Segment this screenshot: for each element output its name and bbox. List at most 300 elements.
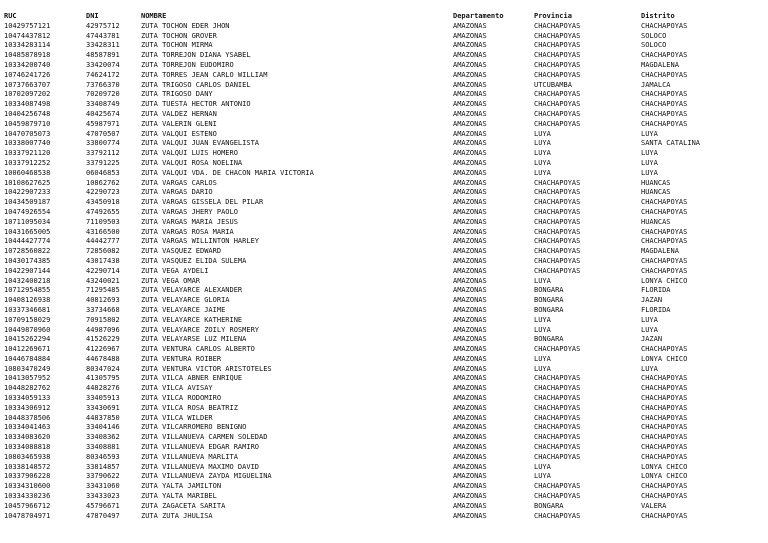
ruc-cell: 10413057952 xyxy=(4,374,51,383)
dni-cell: 42975712 xyxy=(86,21,120,30)
dni-cell: 44837850 xyxy=(86,413,120,422)
table-row xyxy=(0,149,768,159)
distrito-cell: CHACHAPOYAS xyxy=(641,70,688,79)
departamento-cell: AMAZONAS xyxy=(453,237,487,246)
nombre-cell: ZUTA VILCA ABNER ENRIQUE xyxy=(141,374,243,383)
table-row xyxy=(0,179,768,189)
distrito-cell: CHACHAPOYAS xyxy=(641,403,688,412)
ruc-cell: 10709158029 xyxy=(4,315,51,324)
nombre-cell: ZUTA VARGAS MARIA JESUS xyxy=(141,217,238,226)
departamento-cell: AMAZONAS xyxy=(453,374,487,383)
table-row xyxy=(0,286,768,296)
departamento-cell: AMAZONAS xyxy=(453,345,487,354)
ruc-cell: 10108627625 xyxy=(4,178,51,187)
distrito-cell: CHACHAPOYAS xyxy=(641,21,688,30)
provincia-cell: CHACHAPOYAS xyxy=(534,100,581,109)
dni-cell: 44828276 xyxy=(86,384,120,393)
departamento-cell: AMAZONAS xyxy=(453,364,487,373)
departamento-cell: AMAZONAS xyxy=(453,51,487,60)
table-row xyxy=(0,198,768,208)
distrito-cell: CHACHAPOYAS xyxy=(641,237,688,246)
departamento-cell: AMAZONAS xyxy=(453,305,487,314)
nombre-cell: ZUTA VELAYARCE JAIME xyxy=(141,305,226,314)
nombre-cell: ZUTA VILLANUEVA MARLITA xyxy=(141,452,238,461)
nombre-cell: ZUTA VALQUI ESTEÑO xyxy=(141,129,217,138)
nombre-cell: ZUTA VALERIN GLENI xyxy=(141,119,217,128)
dni-cell: 71295485 xyxy=(86,286,120,295)
nombre-cell: ZUTA TRIGOSO CARLOS DANIEL xyxy=(141,80,251,89)
table-row xyxy=(0,433,768,443)
nombre-cell: ZUTA VALQUI LUIS HOMERO xyxy=(141,149,238,158)
nombre-cell: ZUTA ZAGACETA SARITA xyxy=(141,501,226,510)
provincia-cell: LUYA xyxy=(534,158,551,167)
ruc-cell: 10746241726 xyxy=(4,70,51,79)
nombre-cell: ZUTA VELAYARSE LUZ MILENA xyxy=(141,335,247,344)
ruc-cell: 10334310600 xyxy=(4,482,51,491)
table-row xyxy=(0,218,768,228)
departamento-cell: AMAZONAS xyxy=(453,394,487,403)
table-row xyxy=(0,237,768,247)
table-row xyxy=(0,130,768,140)
distrito-cell: LONYA CHICO xyxy=(641,354,688,363)
table-row xyxy=(0,414,768,424)
ruc-cell: 10334088818 xyxy=(4,443,51,452)
departamento-cell: AMAZONAS xyxy=(453,70,487,79)
departamento-cell: AMAZONAS xyxy=(453,217,487,226)
ruc-cell: 10448282762 xyxy=(4,384,51,393)
dni-cell: 33430691 xyxy=(86,403,120,412)
ruc-cell: 10728560822 xyxy=(4,247,51,256)
nombre-cell: ZUTA VELAYARCE KATHERINE xyxy=(141,315,243,324)
distrito-cell: CHACHAPOYAS xyxy=(641,511,688,520)
distrito-cell: MAGDALENA xyxy=(641,60,679,69)
departamento-cell: AMAZONAS xyxy=(453,139,487,148)
ruc-cell: 10415262294 xyxy=(4,335,51,344)
table-row xyxy=(0,120,768,130)
distrito-cell: LUYA xyxy=(641,315,658,324)
departamento-cell: AMAZONAS xyxy=(453,433,487,442)
distrito-cell: LONYA CHICO xyxy=(641,276,688,285)
table-row xyxy=(0,169,768,179)
nombre-cell: ZUTA YALTA JAMILTON xyxy=(141,482,222,491)
ruc-cell: 10446784884 xyxy=(4,354,51,363)
ruc-cell: 10334059133 xyxy=(4,394,51,403)
table-row xyxy=(0,355,768,365)
nombre-cell: ZUTA VILLANUEVA MAXIMO DAVID xyxy=(141,462,260,471)
provincia-cell: LUYA xyxy=(534,364,551,373)
ruc-cell: 10474437812 xyxy=(4,31,51,40)
ruc-cell: 10060468538 xyxy=(4,168,51,177)
dni-cell: 33428311 xyxy=(86,41,120,50)
table-row xyxy=(0,472,768,482)
departamento-cell: AMAZONAS xyxy=(453,149,487,158)
dni-cell: 06046853 xyxy=(86,168,120,177)
departamento-cell: AMAZONAS xyxy=(453,335,487,344)
provincia-cell: CHACHAPOYAS xyxy=(534,188,581,197)
ruc-cell: 10337346681 xyxy=(4,305,51,314)
provincia-cell: LUYA xyxy=(534,168,551,177)
dni-cell: 44442777 xyxy=(86,237,120,246)
distrito-cell: CHACHAPOYAS xyxy=(641,433,688,442)
table-row xyxy=(0,110,768,120)
dni-cell: 33790622 xyxy=(86,472,120,481)
distrito-cell: SANTA CATALINA xyxy=(641,139,701,148)
table-row xyxy=(0,482,768,492)
departamento-cell: AMAZONAS xyxy=(453,276,487,285)
ruc-cell: 10449870960 xyxy=(4,325,51,334)
provincia-cell: CHACHAPOYAS xyxy=(534,403,581,412)
table-row xyxy=(0,22,768,32)
distrito-cell: LUYA xyxy=(641,129,658,138)
provincia-cell: CHACHAPOYAS xyxy=(534,345,581,354)
provincia-cell: CHACHAPOYAS xyxy=(534,198,581,207)
table-row xyxy=(0,41,768,51)
dni-cell: 42290723 xyxy=(86,188,120,197)
table-row xyxy=(0,463,768,473)
departamento-cell: AMAZONAS xyxy=(453,80,487,89)
table-row xyxy=(0,365,768,375)
ruc-cell: 10459879710 xyxy=(4,119,51,128)
table-row xyxy=(0,139,768,149)
provincia-cell: CHACHAPOYAS xyxy=(534,247,581,256)
table-row xyxy=(0,267,768,277)
dni-cell: 41226967 xyxy=(86,345,120,354)
provincia-cell: CHACHAPOYAS xyxy=(534,70,581,79)
provincia-cell: CHACHAPOYAS xyxy=(534,492,581,501)
ruc-cell: 10337906228 xyxy=(4,472,51,481)
ruc-cell: 10337921120 xyxy=(4,149,51,158)
table-row xyxy=(0,159,768,169)
dni-cell: 70915802 xyxy=(86,315,120,324)
provincia-cell: CHACHAPOYAS xyxy=(534,482,581,491)
header-distrito: Distrito xyxy=(641,12,675,20)
nombre-cell: ZUTA TORREJON DIANA YSABEL xyxy=(141,51,251,60)
dni-cell: 44987096 xyxy=(86,325,120,334)
nombre-cell: ZUTA VASQUEZ EDWARD xyxy=(141,247,222,256)
dni-cell: 33420074 xyxy=(86,60,120,69)
provincia-cell: LUYA xyxy=(534,276,551,285)
departamento-cell: AMAZONAS xyxy=(453,443,487,452)
distrito-cell: LUYA xyxy=(641,168,658,177)
nombre-cell: ZUTA VARGAS WILLINTON HARLEY xyxy=(141,237,260,246)
distrito-cell: CHACHAPOYAS xyxy=(641,227,688,236)
distrito-cell: LUYA xyxy=(641,158,658,167)
departamento-cell: AMAZONAS xyxy=(453,325,487,334)
ruc-cell: 10408126938 xyxy=(4,296,51,305)
ruc-cell: 10457966712 xyxy=(4,501,51,510)
dni-cell: 33404146 xyxy=(86,423,120,432)
table-row xyxy=(0,277,768,287)
provincia-cell: CHACHAPOYAS xyxy=(534,423,581,432)
provincia-cell: CHACHAPOYAS xyxy=(534,60,581,69)
distrito-cell: CHACHAPOYAS xyxy=(641,384,688,393)
nombre-cell: ZUTA TORREJON EUDOMIRO xyxy=(141,60,234,69)
provincia-cell: LUYA xyxy=(534,139,551,148)
header-ruc: RUC xyxy=(4,12,17,20)
dni-cell: 43017438 xyxy=(86,256,120,265)
nombre-cell: ZUTA VILCA ROSA BEATRIZ xyxy=(141,403,238,412)
ruc-cell: 10430174385 xyxy=(4,256,51,265)
provincia-cell: CHACHAPOYAS xyxy=(534,207,581,216)
departamento-cell: AMAZONAS xyxy=(453,198,487,207)
table-row xyxy=(0,502,768,512)
distrito-cell: LUYA xyxy=(641,364,658,373)
departamento-cell: AMAZONAS xyxy=(453,119,487,128)
provincia-cell: BONGARA xyxy=(534,296,564,305)
distrito-cell: FLORIDA xyxy=(641,305,671,314)
departamento-cell: AMAZONAS xyxy=(453,472,487,481)
table-row xyxy=(0,61,768,71)
distrito-cell: VALERA xyxy=(641,501,667,510)
nombre-cell: ZUTA TUESTA HECTOR ANTONIO xyxy=(141,100,251,109)
provincia-cell: BONGARA xyxy=(534,335,564,344)
distrito-cell: CHACHAPOYAS xyxy=(641,452,688,461)
distrito-cell: JAZAN xyxy=(641,335,663,344)
dni-cell: 33792112 xyxy=(86,149,120,158)
distrito-cell: CHACHAPOYAS xyxy=(641,90,688,99)
departamento-cell: AMAZONAS xyxy=(453,227,487,236)
ruc-cell: 10444427774 xyxy=(4,237,51,246)
nombre-cell: ZUTA TRIGOSO DANY xyxy=(141,90,213,99)
distrito-cell: CHACHAPOYAS xyxy=(641,266,688,275)
dni-cell: 72856082 xyxy=(86,247,120,256)
dni-cell: 40812693 xyxy=(86,296,120,305)
distrito-cell: JAMALCA xyxy=(641,80,671,89)
registry-table xyxy=(0,12,768,521)
nombre-cell: ZUTA VALQUI JUAN EVANGELISTA xyxy=(141,139,260,148)
distrito-cell: CHACHAPOYAS xyxy=(641,109,688,118)
distrito-cell: HUANCAS xyxy=(641,188,671,197)
nombre-cell: ZUTA VARGAS DARIO xyxy=(141,188,213,197)
dni-cell: 42290714 xyxy=(86,266,120,275)
ruc-cell: 10448378506 xyxy=(4,413,51,422)
nombre-cell: ZUTA TOCHON EDER JHON xyxy=(141,21,230,30)
provincia-cell: CHACHAPOYAS xyxy=(534,41,581,50)
nombre-cell: ZUTA VALQUI ROSA NOELINA xyxy=(141,158,243,167)
ruc-cell: 10470705073 xyxy=(4,129,51,138)
table-row xyxy=(0,228,768,238)
ruc-cell: 10431665005 xyxy=(4,227,51,236)
table-row xyxy=(0,492,768,502)
ruc-cell: 10338148572 xyxy=(4,462,51,471)
ruc-cell: 10429757121 xyxy=(4,21,51,30)
provincia-cell: LUYA xyxy=(534,129,551,138)
provincia-cell: LUYA xyxy=(534,149,551,158)
departamento-cell: AMAZONAS xyxy=(453,178,487,187)
table-row xyxy=(0,404,768,414)
distrito-cell: CHACHAPOYAS xyxy=(641,119,688,128)
provincia-cell: CHACHAPOYAS xyxy=(534,90,581,99)
dni-cell: 33431060 xyxy=(86,482,120,491)
ruc-cell: 10737663707 xyxy=(4,80,51,89)
distrito-cell: HUANCAS xyxy=(641,217,671,226)
ruc-cell: 10803470249 xyxy=(4,364,51,373)
table-row xyxy=(0,345,768,355)
provincia-cell: BONGARA xyxy=(534,305,564,314)
dni-cell: 47870497 xyxy=(86,511,120,520)
dni-cell: 10862762 xyxy=(86,178,120,187)
departamento-cell: AMAZONAS xyxy=(453,31,487,40)
departamento-cell: AMAZONAS xyxy=(453,286,487,295)
ruc-cell: 10337912252 xyxy=(4,158,51,167)
ruc-cell: 10334087498 xyxy=(4,100,51,109)
distrito-cell: CHACHAPOYAS xyxy=(641,423,688,432)
distrito-cell: LONYA CHICO xyxy=(641,472,688,481)
table-row xyxy=(0,443,768,453)
dni-cell: 44678488 xyxy=(86,354,120,363)
ruc-cell: 10485878918 xyxy=(4,51,51,60)
table-row xyxy=(0,247,768,257)
departamento-cell: AMAZONAS xyxy=(453,452,487,461)
distrito-cell: MAGDALENA xyxy=(641,247,679,256)
nombre-cell: ZUTA VARGAS ROSA MARIA xyxy=(141,227,234,236)
ruc-cell: 10478704971 xyxy=(4,511,51,520)
table-row xyxy=(0,257,768,267)
dni-cell: 41305795 xyxy=(86,374,120,383)
ruc-cell: 10338007740 xyxy=(4,139,51,148)
ruc-cell: 10432400218 xyxy=(4,276,51,285)
provincia-cell: CHACHAPOYAS xyxy=(534,413,581,422)
nombre-cell: ZUTA VARGAS GISSELA DEL PILAR xyxy=(141,198,264,207)
nombre-cell: ZUTA VELAYARCE GLORIA xyxy=(141,296,230,305)
provincia-cell: LUYA xyxy=(534,462,551,471)
nombre-cell: ZUTA VEGA AYDELI xyxy=(141,266,209,275)
distrito-cell: CHACHAPOYAS xyxy=(641,207,688,216)
provincia-cell: BONGARA xyxy=(534,501,564,510)
departamento-cell: AMAZONAS xyxy=(453,21,487,30)
dni-cell: 33433023 xyxy=(86,492,120,501)
dni-cell: 33405913 xyxy=(86,394,120,403)
distrito-cell: CHACHAPOYAS xyxy=(641,492,688,501)
provincia-cell: CHACHAPOYAS xyxy=(534,237,581,246)
ruc-cell: 10434509187 xyxy=(4,198,51,207)
dni-cell: 43240021 xyxy=(86,276,120,285)
departamento-cell: AMAZONAS xyxy=(453,462,487,471)
dni-cell: 41526229 xyxy=(86,335,120,344)
nombre-cell: ZUTA VILLANUEVA EDGAR RAMIRO xyxy=(141,443,260,452)
distrito-cell: CHACHAPOYAS xyxy=(641,256,688,265)
departamento-cell: AMAZONAS xyxy=(453,90,487,99)
distrito-cell: SOLOCO xyxy=(641,31,667,40)
ruc-cell: 10334200740 xyxy=(4,60,51,69)
nombre-cell: ZUTA VEGA OMAR xyxy=(141,276,201,285)
departamento-cell: AMAZONAS xyxy=(453,168,487,177)
header-provincia: Provincia xyxy=(534,12,572,20)
nombre-cell: ZUTA VENTURA ROIBER xyxy=(141,354,222,363)
provincia-cell: CHACHAPOYAS xyxy=(534,511,581,520)
distrito-cell: LUYA xyxy=(641,325,658,334)
provincia-cell: CHACHAPOYAS xyxy=(534,178,581,187)
departamento-cell: AMAZONAS xyxy=(453,100,487,109)
nombre-cell: ZUTA VILCA AVISAY xyxy=(141,384,213,393)
provincia-cell: CHACHAPOYAS xyxy=(534,452,581,461)
ruc-cell: 10334306912 xyxy=(4,403,51,412)
departamento-cell: AMAZONAS xyxy=(453,492,487,501)
nombre-cell: ZUTA VILCA RODOMIRO xyxy=(141,394,222,403)
departamento-cell: AMAZONAS xyxy=(453,41,487,50)
distrito-cell: CHACHAPOYAS xyxy=(641,100,688,109)
header-row xyxy=(0,12,768,22)
dni-cell: 43166500 xyxy=(86,227,120,236)
provincia-cell: LUYA xyxy=(534,354,551,363)
provincia-cell: LUYA xyxy=(534,315,551,324)
provincia-cell: LUYA xyxy=(534,472,551,481)
nombre-cell: ZUTA VARGAS JHERY PAOLO xyxy=(141,207,238,216)
dni-cell: 45796671 xyxy=(86,501,120,510)
ruc-cell: 10412269671 xyxy=(4,345,51,354)
dni-cell: 40425674 xyxy=(86,109,120,118)
provincia-cell: CHACHAPOYAS xyxy=(534,119,581,128)
dni-cell: 33734668 xyxy=(86,305,120,314)
table-row xyxy=(0,512,768,522)
nombre-cell: ZUTA VALQUI VDA. DE CHACON MARIA VICTORIA xyxy=(141,168,314,177)
ruc-cell: 10702097202 xyxy=(4,90,51,99)
distrito-cell: SOLOCO xyxy=(641,41,667,50)
distrito-cell: LONYA CHICO xyxy=(641,462,688,471)
dni-cell: 74624172 xyxy=(86,70,120,79)
provincia-cell: CHACHAPOYAS xyxy=(534,374,581,383)
ruc-cell: 10474926554 xyxy=(4,207,51,216)
departamento-cell: AMAZONAS xyxy=(453,296,487,305)
provincia-cell: CHACHAPOYAS xyxy=(534,51,581,60)
distrito-cell: CHACHAPOYAS xyxy=(641,198,688,207)
distrito-cell: CHACHAPOYAS xyxy=(641,51,688,60)
dni-cell: 47070507 xyxy=(86,129,120,138)
provincia-cell: LUYA xyxy=(534,325,551,334)
ruc-cell: 10422907144 xyxy=(4,266,51,275)
nombre-cell: ZUTA VILLANUEVA ZAYDA MIGUELINA xyxy=(141,472,272,481)
ruc-cell: 10334283114 xyxy=(4,41,51,50)
nombre-cell: ZUTA VILCA WILDER xyxy=(141,413,213,422)
provincia-cell: CHACHAPOYAS xyxy=(534,227,581,236)
departamento-cell: AMAZONAS xyxy=(453,501,487,510)
nombre-cell: ZUTA VELAYARCE ALEXANDER xyxy=(141,286,243,295)
dni-cell: 48587891 xyxy=(86,51,120,60)
nombre-cell: ZUTA TORRES JEAN CARLO WILLIAM xyxy=(141,70,268,79)
nombre-cell: ZUTA YALTA MARIBEL xyxy=(141,492,217,501)
departamento-cell: AMAZONAS xyxy=(453,129,487,138)
ruc-cell: 10422907233 xyxy=(4,188,51,197)
table-row xyxy=(0,32,768,42)
provincia-cell: CHACHAPOYAS xyxy=(534,394,581,403)
departamento-cell: AMAZONAS xyxy=(453,511,487,520)
departamento-cell: AMAZONAS xyxy=(453,423,487,432)
ruc-cell: 10334041463 xyxy=(4,423,51,432)
dni-cell: 70209720 xyxy=(86,90,120,99)
provincia-cell: CHACHAPOYAS xyxy=(534,21,581,30)
table-row xyxy=(0,384,768,394)
ruc-cell: 10711095034 xyxy=(4,217,51,226)
ruc-cell: 10334330236 xyxy=(4,492,51,501)
provincia-cell: CHACHAPOYAS xyxy=(534,109,581,118)
dni-cell: 80346593 xyxy=(86,452,120,461)
departamento-cell: AMAZONAS xyxy=(453,482,487,491)
dni-cell: 71109503 xyxy=(86,217,120,226)
table-row xyxy=(0,71,768,81)
ruc-cell: 10712954855 xyxy=(4,286,51,295)
ruc-cell: 10803465938 xyxy=(4,452,51,461)
distrito-cell: FLORIDA xyxy=(641,286,671,295)
distrito-cell: HUANCAS xyxy=(641,178,671,187)
ruc-cell: 10334083620 xyxy=(4,433,51,442)
table-row xyxy=(0,306,768,316)
nombre-cell: ZUTA TOCHON MIRMA xyxy=(141,41,213,50)
departamento-cell: AMAZONAS xyxy=(453,413,487,422)
nombre-cell: ZUTA VALDEZ HERNAN xyxy=(141,109,217,118)
provincia-cell: CHACHAPOYAS xyxy=(534,31,581,40)
provincia-cell: CHACHAPOYAS xyxy=(534,433,581,442)
dni-cell: 33408362 xyxy=(86,433,120,442)
